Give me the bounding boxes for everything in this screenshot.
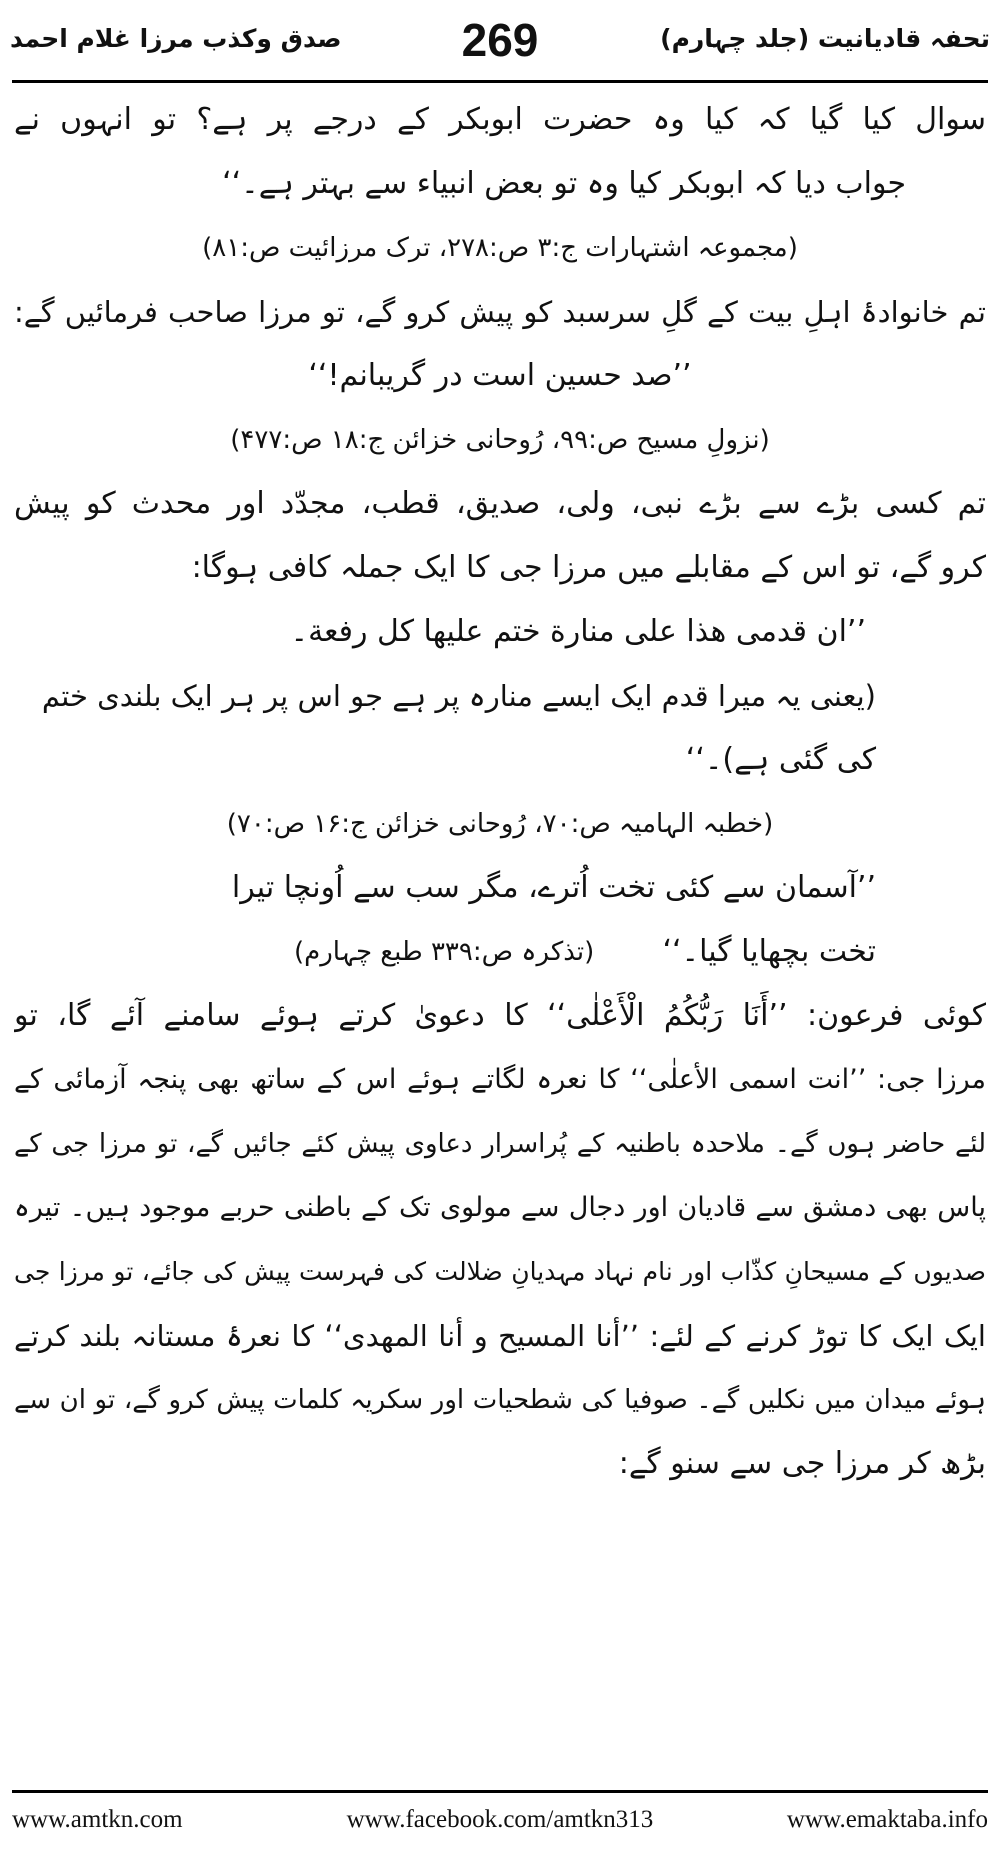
footer-link-facebook[interactable]: www.facebook.com/amtkn313 — [346, 1806, 654, 1833]
page-body — [14, 88, 986, 1778]
citation: (تذکرہ ص:۳۳۹ طبع چہارم) — [294, 937, 595, 967]
quote-line: ’’صد حسین است در گریبانم!‘‘ — [308, 358, 692, 393]
body-line: تم کسی بڑے سے بڑے نبی، ولی، صدیق، قطب، مجدّد اور محدث کو پیش — [14, 486, 986, 521]
footer-link-emaktaba[interactable]: www.emaktaba.info — [786, 1806, 988, 1833]
quote-line: کی گئی ہے)۔‘‘ — [685, 742, 876, 777]
footer-rule — [12, 1790, 988, 1793]
page-number: 269 — [461, 14, 539, 66]
body-line: جواب دیا کہ ابوبکر کیا وہ تو بعض انبیاء سے بہتر ہے۔‘‘ — [222, 166, 906, 201]
quote-with-citation — [14, 920, 986, 984]
citation: (خطبہ الہامیہ ص:۷۰، رُوحانی خزائن ج:۱۶ ص:۷۰) — [226, 809, 774, 839]
body-line: مرزا جی: ’’انت اسمی الأعلٰی‘‘ کا نعرہ لگاتے ہوئے اس کے ساتھ بھی پنجہ آزمائی کے — [14, 1064, 986, 1095]
quote-line: ’’ان قدمی هذا علی منارة ختم علیها کل رفعة۔ — [290, 614, 866, 649]
citation: (نزولِ مسیح ص:۹۹، رُوحانی خزائن ج:۱۸ ص:۴۷۷) — [230, 425, 770, 455]
body-line: کرو گے، تو اس کے مقابلے میں مرزا جی کا ایک جملہ کافی ہوگا: — [191, 550, 986, 585]
body-line: سوال کیا گیا کہ کیا وہ حضرت ابوبکر کے درجے پر ہے؟ تو انہوں نے — [14, 102, 986, 137]
page-header — [10, 14, 990, 74]
header-rule — [12, 80, 988, 83]
book-title: تحفہ قادیانیت (جلد چہارم) — [660, 24, 990, 53]
body-line: لئے حاضر ہوں گے۔ ملاحدہ باطنیہ کے پُراسرار دعاوی پیش کئے جائیں گے، تو مرزا جی کے — [14, 1129, 986, 1159]
body-line: ہوئے میدان میں نکلیں گے۔ صوفیا کی شطحیات اور سکریہ کلمات پیش کرو گے، تو ان سے — [14, 1385, 986, 1415]
body-line: تم خانوادۂ اہلِ بیت کے گلِ سرسبد کو پیش کرو گے، تو مرزا صاحب فرمائیں گے: — [14, 295, 986, 329]
citation: (مجموعہ اشتہارات ج:۳ ص:۲۷۸، ترک مرزائیت ص:۸۱) — [202, 233, 798, 263]
footer-link-amtkn[interactable]: www.amtkn.com — [12, 1806, 183, 1833]
body-line: کوئی فرعون: ’’أَنَا رَبُّكُمُ الْأَعْلٰی‘‘ کا دعویٰ کرتے ہوئے سامنے آئے گا، تو — [14, 998, 986, 1033]
chapter-title: صدق وکذب مرزا غلام احمد — [10, 24, 342, 53]
body-line: پاس بھی دمشق سے قادیان اور دجال سے مولوی تک کے باطنی حربے موجود ہیں۔ تیرہ — [14, 1192, 986, 1223]
quote-line: تخت بچھایا گیا۔‘‘ — [662, 934, 876, 969]
body-line: ایک ایک کا توڑ کرنے کے لئے: ’’أنا المسیح و أنا المهدی‘‘ کا نعرۂ مستانہ بلند کرتے — [14, 1319, 986, 1353]
quote-line: (یعنی یہ میرا قدم ایک ایسے منارہ پر ہے جو اس پر ہر ایک بلندی ختم — [41, 679, 876, 713]
page-footer — [12, 1800, 988, 1840]
quote-line: ’’آسمان سے کئی تخت اُترے، مگر سب سے اُونچا تیرا — [231, 870, 876, 905]
body-line: بڑھ کر مرزا جی سے سنو گے: — [618, 1446, 986, 1481]
body-line: صدیوں کے مسیحانِ کذّاب اور نام نہاد مہدیانِ ضلالت کی فہرست پیش کی جائے، تو مرزا جی — [14, 1257, 986, 1286]
